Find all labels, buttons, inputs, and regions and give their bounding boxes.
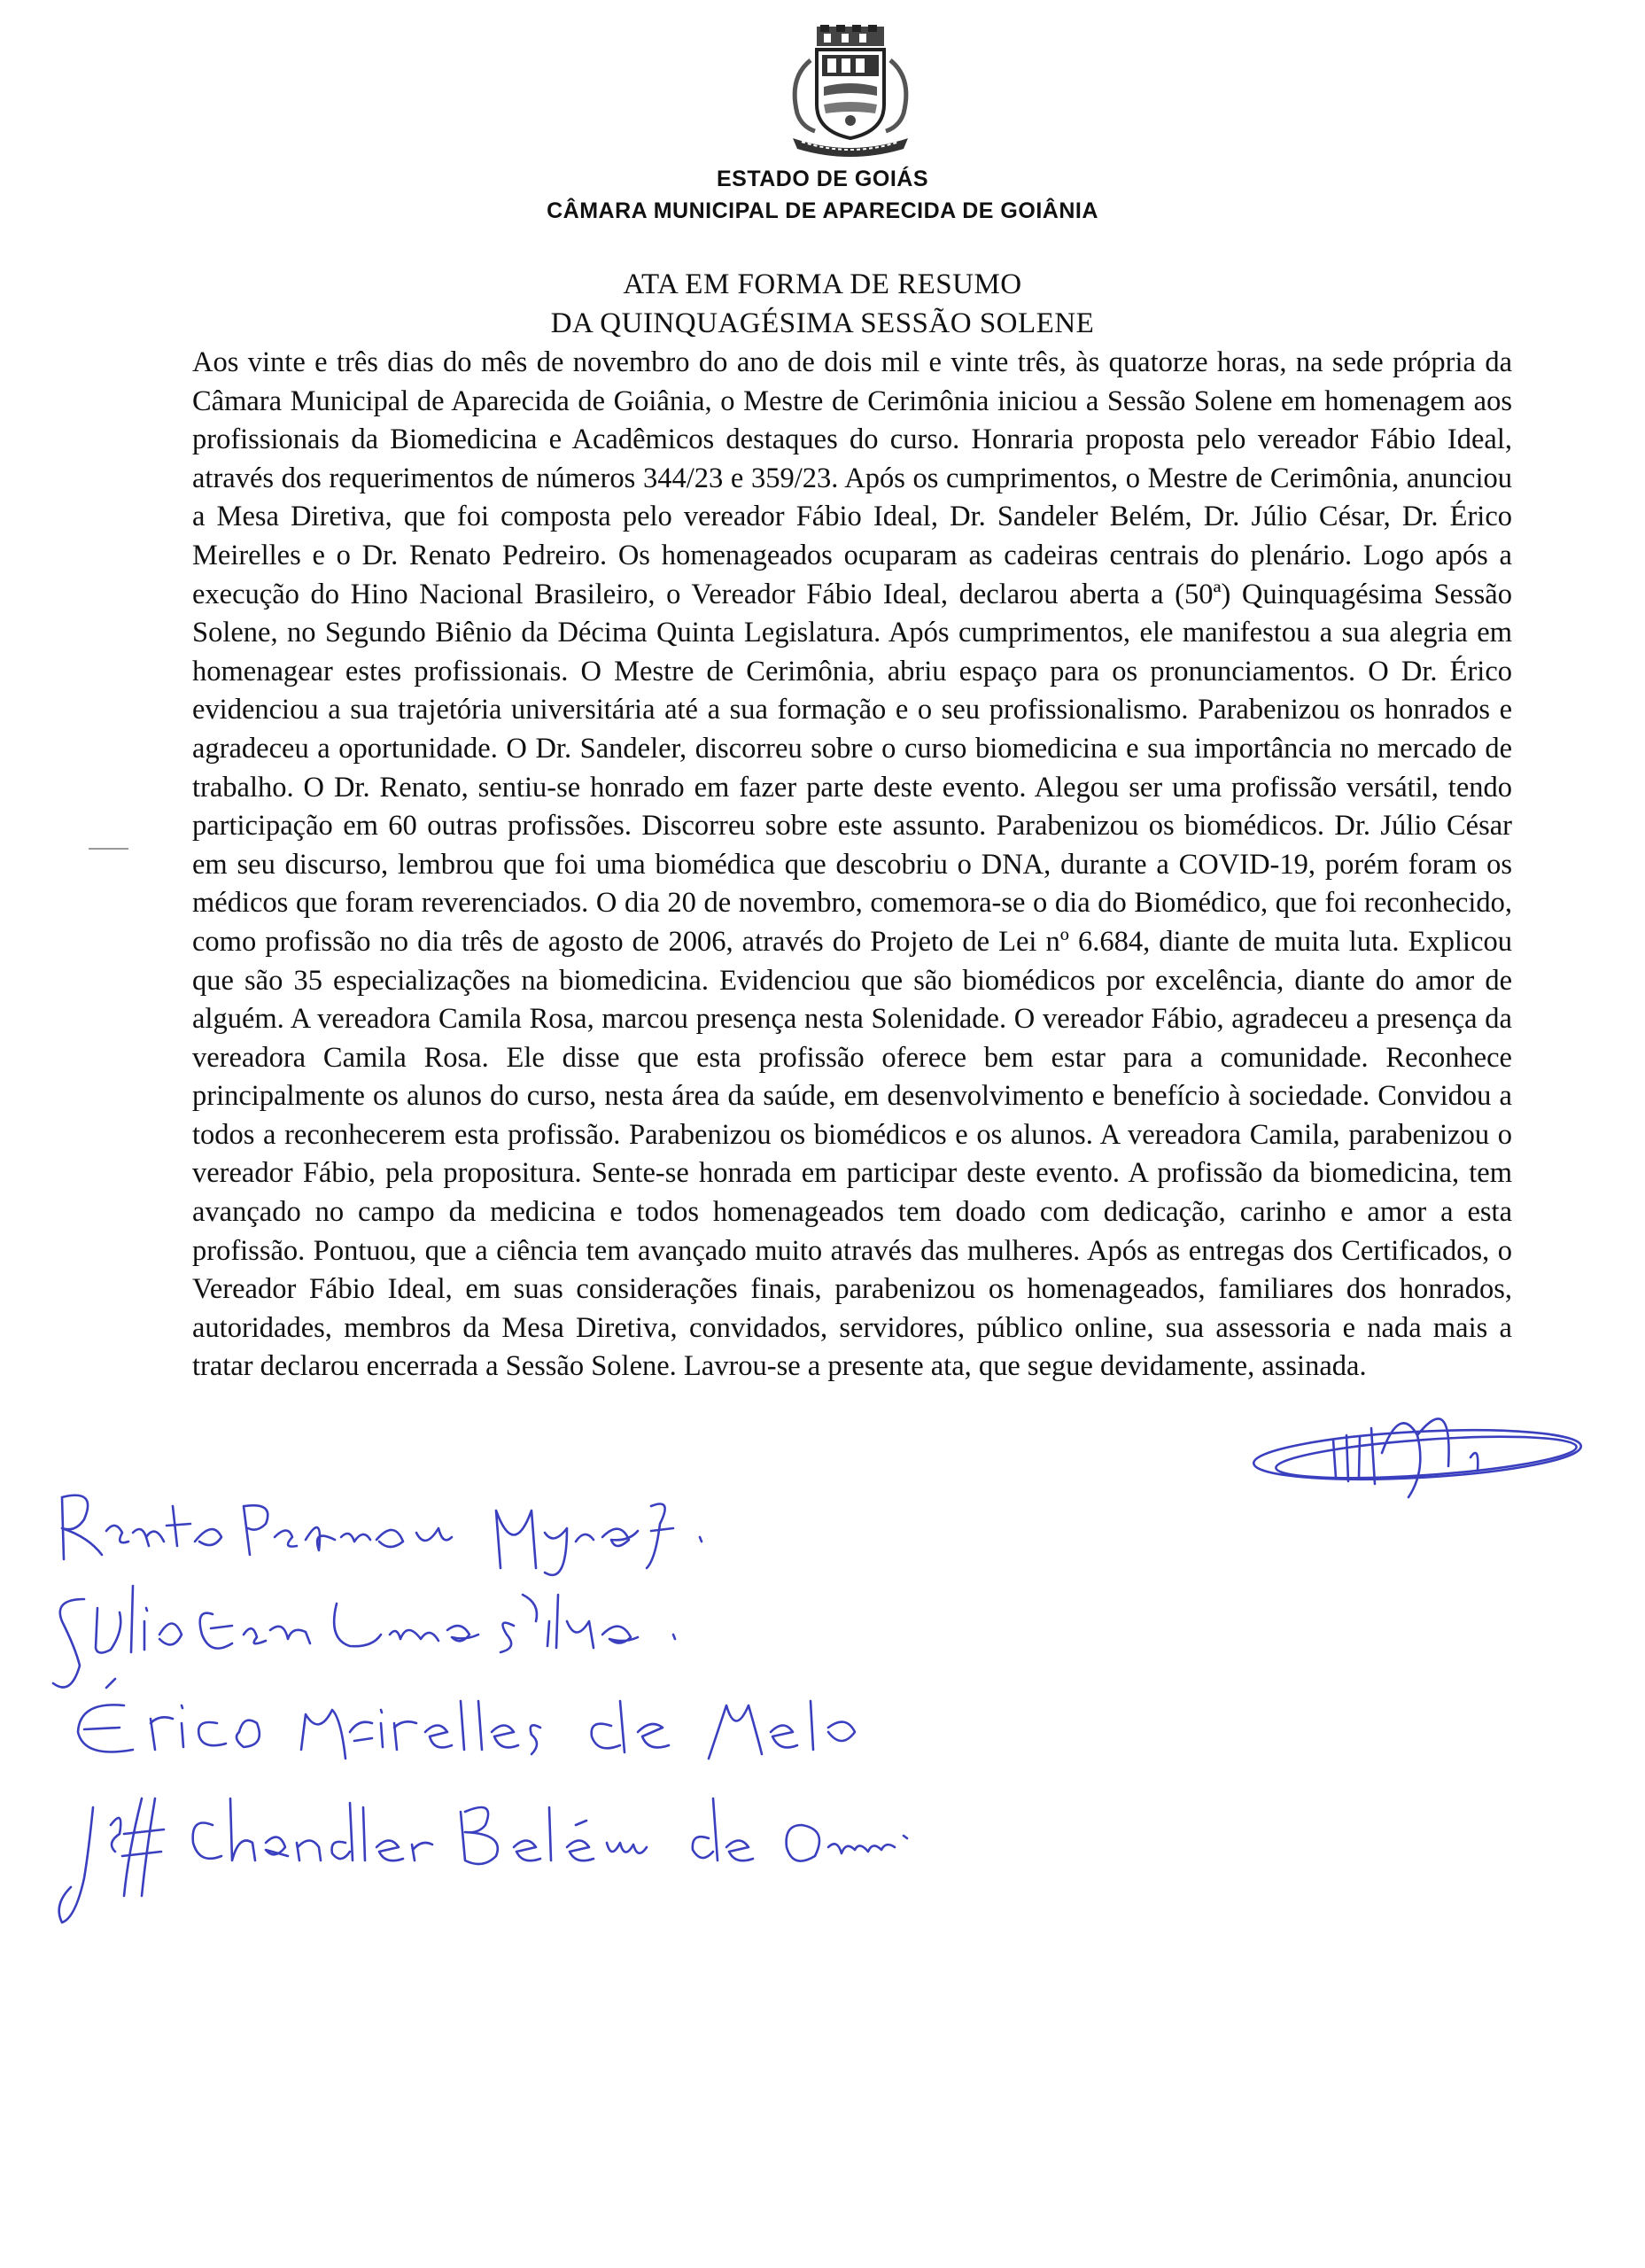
signature-erico-meirelles — [78, 1679, 855, 1759]
signature-jeff-chandler — [59, 1798, 907, 1922]
municipal-coat-of-arms-icon — [762, 25, 939, 158]
document-title-line-2: DA QUINQUAGÉSIMA SESSÃO SOLENE — [550, 307, 1095, 339]
chamber-heading: CÂMARA MUNICIPAL DE APARECIDA DE GOIÂNIA — [547, 198, 1098, 223]
minutes-body-paragraph: Aos vinte e três dias do mês de novembro do ano de dois mil e vinte três, às quatorze horas, na sede própria da Câmara Municipal de Aparecida de Goiânia, o Mestre de Cerimônia iniciou a Sessão Solene em homenagem aos profissionais da Biomedicina e Acadêmicos destaques do curso. Honraria proposta pelo vereador Fábio Ideal, através dos requerimentos de números 344/23 e 359/23. Após os cumprimentos, o Mestre de Cerimônia, anunciou a Mesa Diretiva, que foi composta pelo vereador Fábio Ideal, Dr. Sandeler Belém, Dr. Júlio César, Dr. Érico Meirelles e o Dr. Renato Pedreiro. Os homenageados ocuparam as cadeiras centrais do plenário. Logo após a execução do Hino Nacional Brasileiro, o Vereador Fábio Ideal, declarou aberta a (50ª) Quinquagésima Sessão Solene, no Segundo Biênio da Décima Quinta Legislatura. Após cumprimentos, ele manifestou a sua alegria em homenagear estes profissionais. O Mestre de Cerimônia, abriu espaço para os pronunciamentos. O Dr. Érico evidenciou a sua trajetória universitária até a sua formação e o seu profissionalismo. Parabenizou os honrados e agradeceu a oportunidade. O Dr. Sandeler, discorreu sobre o curso biomedicina e sua importância no mercado de trabalho. O Dr. Renato, sentiu-se honrado em fazer parte deste evento. Alegou ser uma profissão versátil, tendo participação em 60 outras profissões. Discorreu sobre este assunto. Parabenizou os biomédicos. Dr. Júlio César em seu discurso, lembrou que foi uma biomédica que descobriu o DNA, durante a COVID-19, porém foram os médicos que foram reverenciados. O dia 20 de novembro, comemora-se o dia do Biomédico, que foi reconhecido, como profissão no dia três de agosto de 2006, através do Projeto de Lei nº 6.684, diante de muita luta. Explicou que são 35 especializações na biomedicina. Evidenciou que são biomédicos por excelência, diante do amor de alguém. A vereadora Camila Rosa, marcou presença nesta Solenidade. O vereador Fábio, agradeceu a presença da vereadora Camila Rosa. Ele disse que esta profissão oferece bem estar para a comunidade. Reconhece principalmente os alunos do curso, nesta área da saúde, em desenvolvimento e benefício à sociedade. Convidou a todos a reconhecerem esta profissão. Parabenizou os biomédicos e os alunos. A vereadora Camila, parabenizou o vereador Fábio, pela propositura. Sente-se honrada em participar deste evento. A profissão da biomedicina, tem avançado no campo da medicina e todos homenageados tem doado com dedicação, carinho e amor a esta profissão. Pontuou, que a ciência tem avançado muito através das mulheres. Após as entregas dos Certificados, o Vereador Fábio Ideal, em suas considerações finais, parabenizou os homenageados, familiares dos honrados, autoridades, membros da Mesa Diretiva, convidados, servidores, público online, sua assessoria e nada mais a tratar declarou encerrada a Sessão Solene. Lavrou-se a presente ata, que segue devidamente, assinada. — [192, 346, 1512, 1383]
signature-renato-pedreiro — [62, 1495, 702, 1575]
signature-julio-cesar — [53, 1586, 675, 1688]
document-title-line-1: ATA EM FORMA DE RESUMO — [623, 268, 1022, 300]
signature-fabio-ideal — [1253, 1418, 1582, 1497]
state-heading: ESTADO DE GOIÁS — [716, 167, 928, 191]
margin-mark — [89, 848, 128, 850]
